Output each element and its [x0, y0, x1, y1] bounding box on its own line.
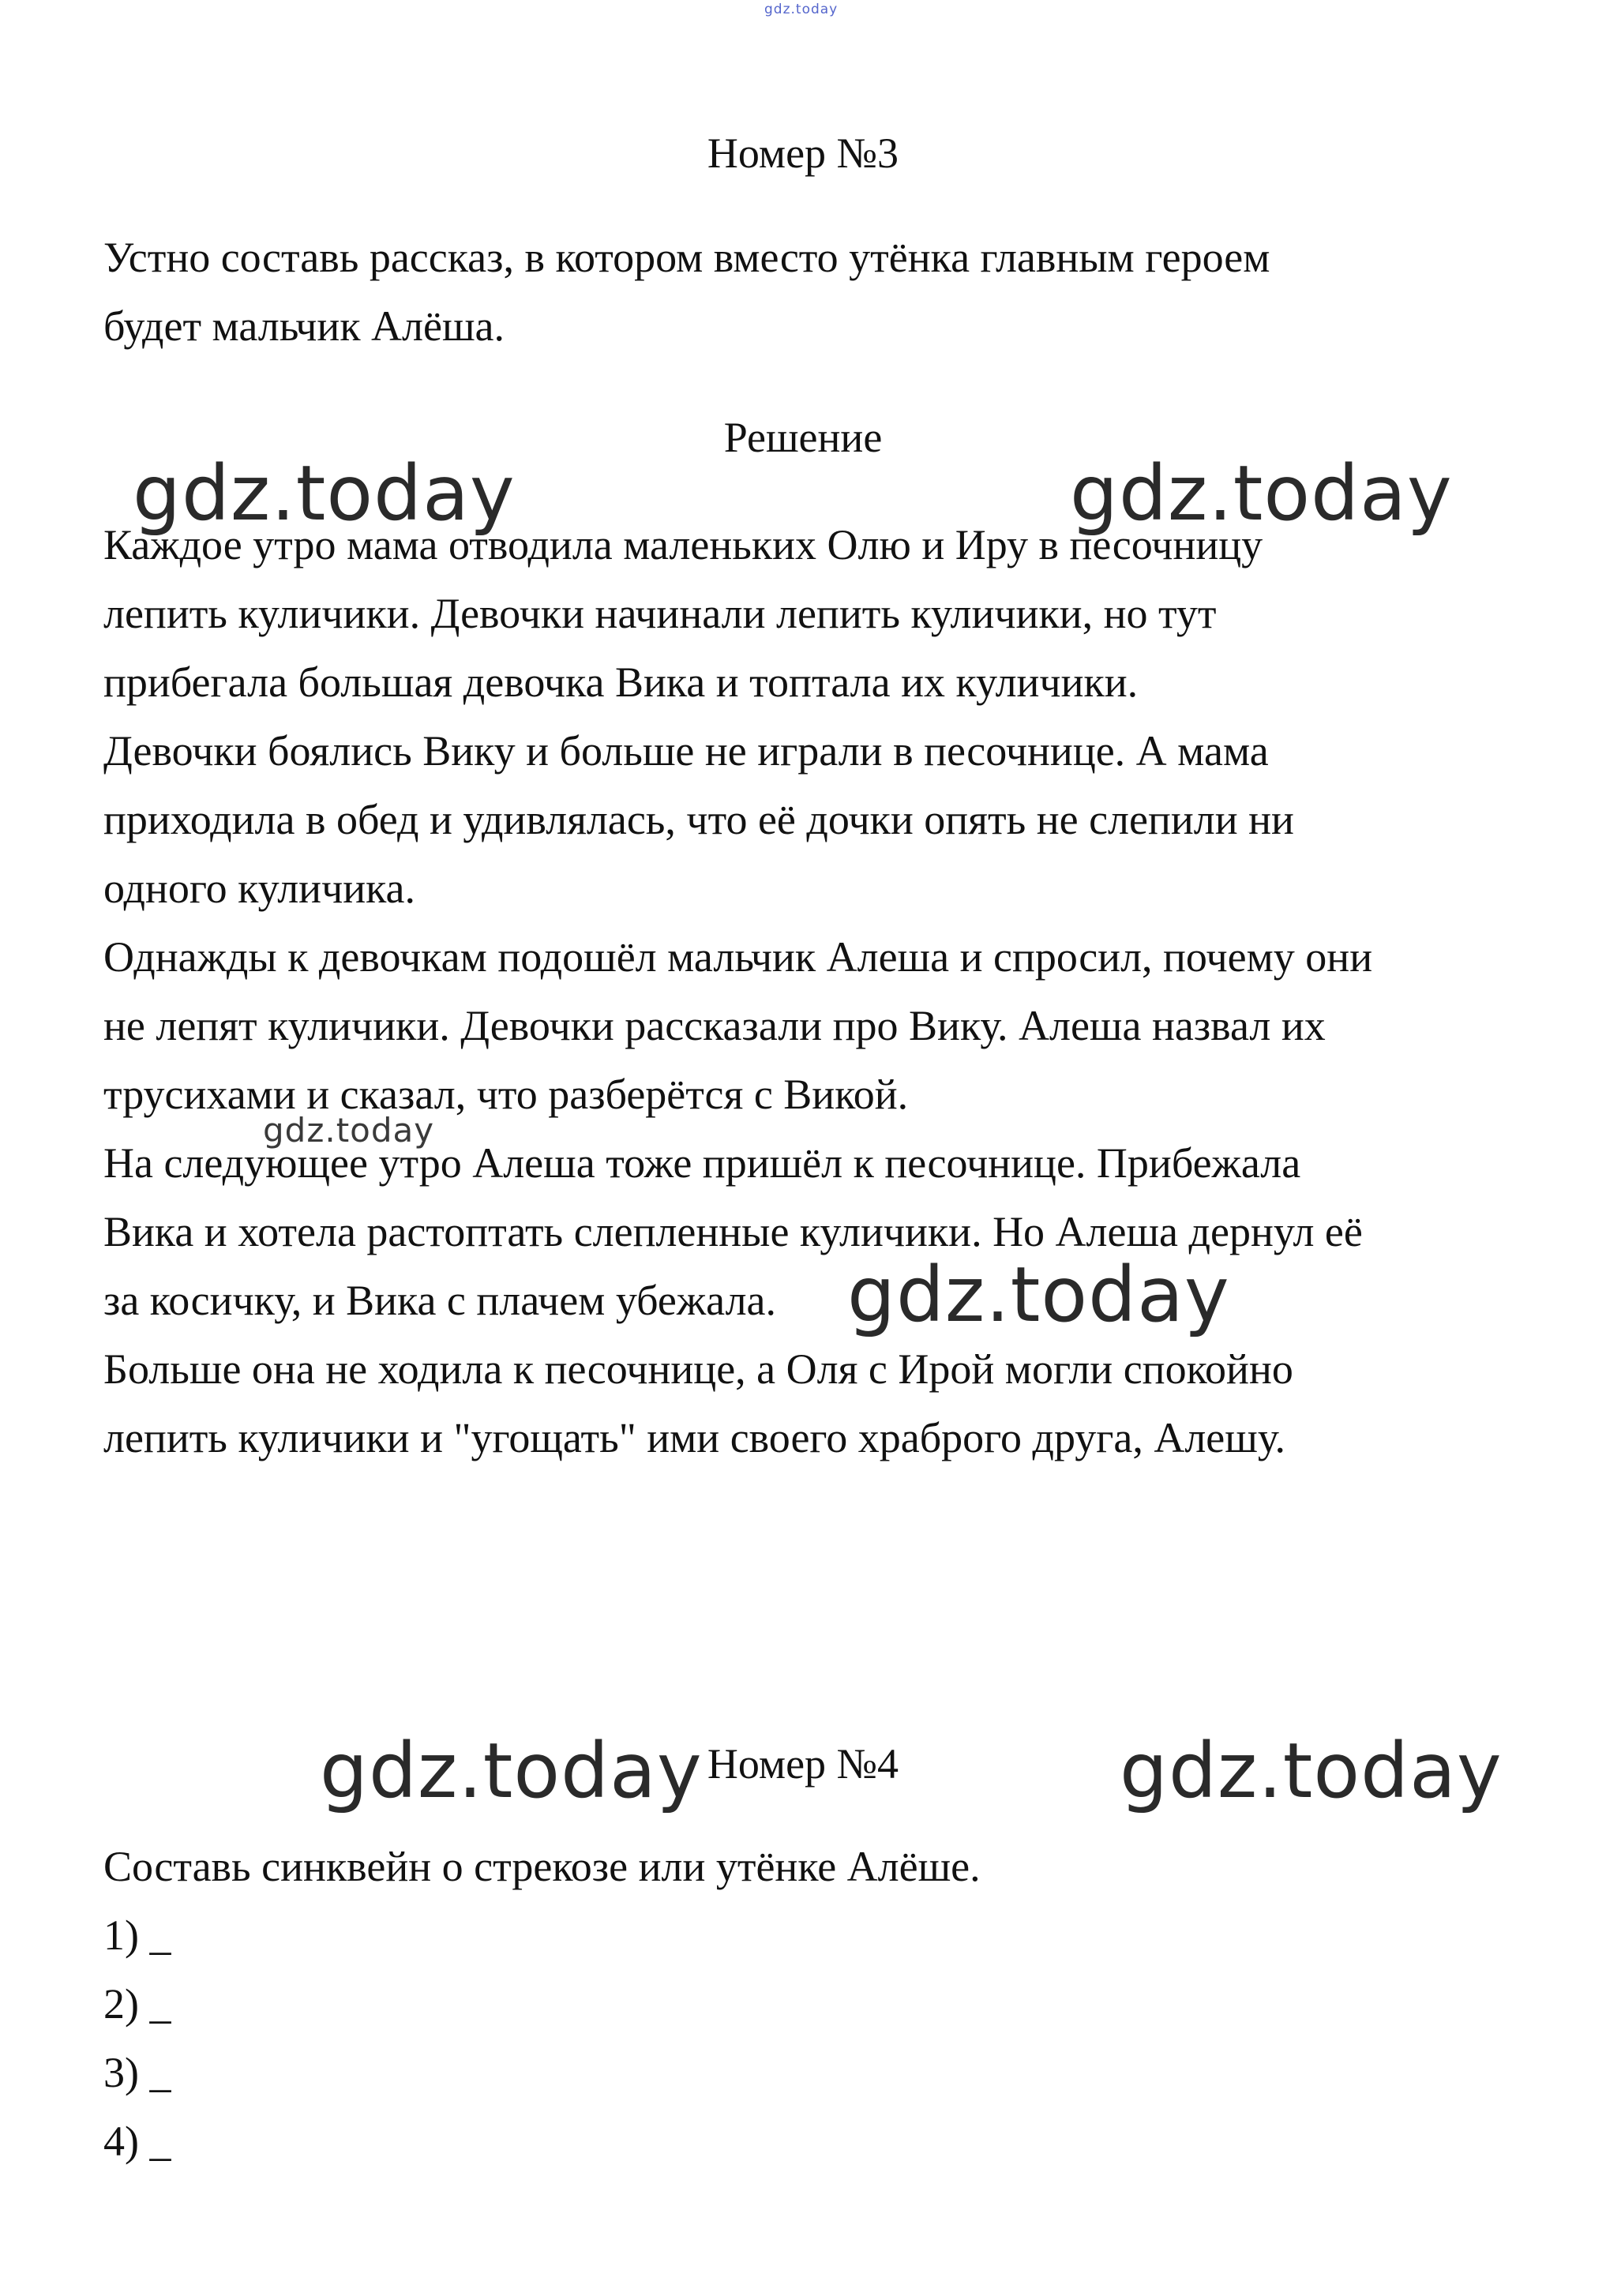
watermark-6: gdz.today: [1120, 1727, 1503, 1815]
watermark-4: gdz.today: [847, 1251, 1230, 1339]
story-line-5: приходила в обед и удивлялась, что её дочки опять не слепили ни: [103, 796, 1294, 843]
solution-label: Решение: [723, 414, 883, 461]
list-item-2: 2) _: [103, 1980, 171, 2028]
watermark-top: gdz.today: [764, 2, 839, 17]
story-line-10: На следующее утро Алеша тоже пришёл к песочнице. Прибежала: [103, 1139, 1301, 1187]
watermark-2: gdz.today: [1070, 449, 1453, 538]
watermark-3: gdz.today: [263, 1111, 435, 1150]
story-line-8: не лепят куличики. Девочки рассказали про Вику. Алеша назвал их: [103, 1002, 1326, 1049]
story-line-3: прибегала большая девочка Вика и топтала их куличики.: [103, 658, 1139, 706]
story-line-13: Больше она не ходила к песочнице, а Оля с Ирой могли спокойно: [103, 1345, 1293, 1393]
story-line-11: Вика и хотела растоптать слепленные куличики. Но Алеша дернул её: [103, 1208, 1363, 1255]
list-item-1: 1) _: [103, 1911, 171, 1959]
task4-prompt: [103, 1833, 1572, 1901]
task3-prompt-line-2: будет мальчик Алёша.: [103, 302, 505, 350]
task3-prompt-line-1: Устно составь рассказ, в котором вместо утёнка главным героем: [103, 234, 1270, 281]
story-line-6: одного куличика.: [103, 865, 416, 912]
story-line-9: трусихами и сказал, что разберётся с Викой.: [103, 1071, 909, 1118]
task4-title: Номер №4: [707, 1740, 899, 1788]
story-line-14: лепить куличики и "угощать" ими своего храброго друга, Алешу.: [103, 1414, 1285, 1461]
task4-prompt-line: Составь синквейн о стрекозе или утёнке Алёше.: [103, 1843, 981, 1890]
story-line-12: за косичку, и Вика с плачем убежала.: [103, 1277, 777, 1324]
task3-story: [103, 511, 1572, 1473]
story-line-7: Однажды к девочкам подошёл мальчик Алеша и спросил, почему они: [103, 933, 1373, 981]
watermark-1: gdz.today: [133, 449, 516, 538]
watermark-5: gdz.today: [320, 1727, 703, 1815]
story-line-2: лепить куличики. Девочки начинали лепить куличики, но тут: [103, 590, 1217, 637]
list-item-3: 3) _: [103, 2049, 171, 2096]
task3-title: Номер №3: [707, 129, 899, 177]
story-line-4: Девочки боялись Вику и больше не играли в песочнице. А мама: [103, 727, 1269, 775]
list-item-4: 4) _: [103, 2118, 171, 2165]
task4-list: [103, 1901, 1572, 2176]
task3-prompt: [103, 223, 1572, 361]
story-line-1: Каждое утро мама отводила маленьких Олю и Иру в песочницу: [103, 521, 1263, 568]
